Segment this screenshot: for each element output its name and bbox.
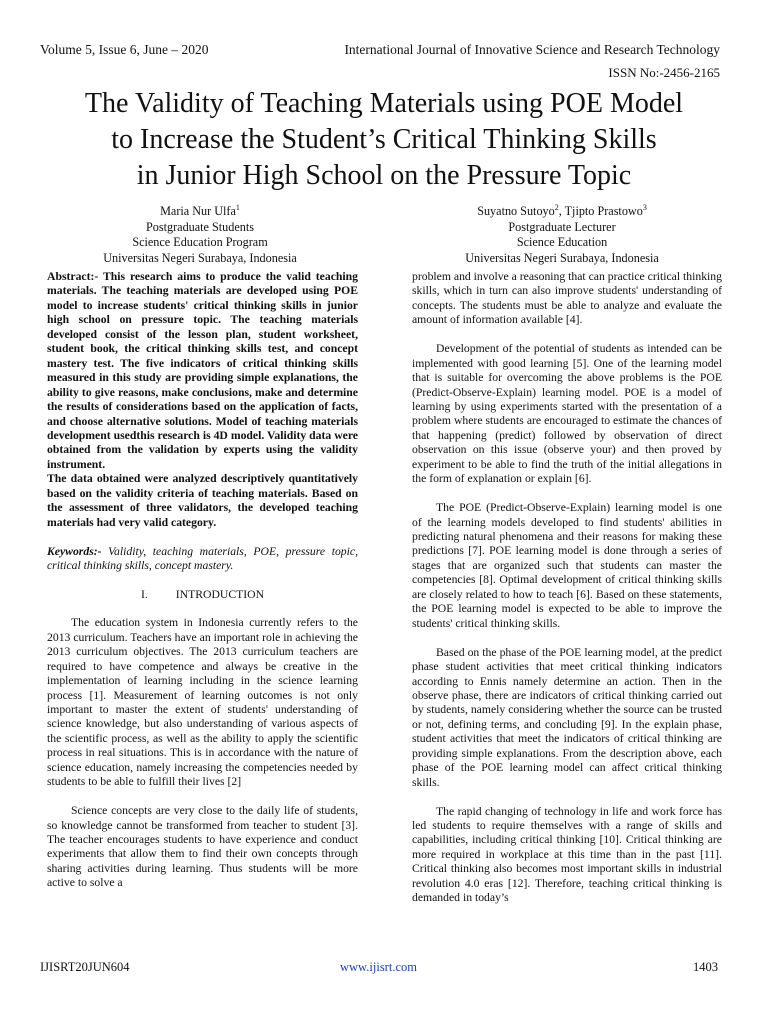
abstract: Abstract:- This research aims to produce the valid teaching materials. The teaching materials are developed using POE model to increase students' critical thinking skills in junior high school on pressure topic. The teaching materials developed consist of the lesson plan, student worksheet, student book, the critical thinking skills test, and concept mastery test. The five indicators of critical thinking skills measured in this study are providing simple explanations, the ability to give reasons, make conclusions, make and determine the results of considerations based on the application of facts, and choose alternative solutions. Model of teaching materials development usedthis research is 4D model. Validity data were obtained from the validation by experts using the validity instrument.: [47, 270, 358, 471]
paper-title: [30, 86, 738, 194]
issn: ISSN No:-2456-2165: [608, 65, 720, 80]
author-affiliation: Science Education: [516, 235, 608, 250]
author-affiliation: Postgraduate Students: [146, 219, 254, 234]
paragraph: Development of the potential of students as intended can be implemented with good learning [5]. One of the learning model that is suitable for overcoming the above problems is the POE (Predict-Observe-Explain) learning model. POE is a model of learning by using experiments started with the presentation of a problem where students are encouraged to estimate the chances of that happening (predict) followed by observation of direct observation on this issue (observe your) and then proved by experiment to be able to find the truth of the initial allegations in the form of explanation or explain [6].: [412, 342, 722, 486]
author-affiliation: Universitas Negeri Surabaya, Indonesia: [103, 250, 297, 265]
journal-name: International Journal of Innovative Science and Research Technology: [344, 42, 720, 57]
author-block-right: [412, 200, 712, 266]
author-affiliation: Postgraduate Lecturer: [508, 219, 616, 234]
volume-issue: Volume 5, Issue 6, June – 2020: [40, 42, 209, 57]
paragraph: problem and involve a reasoning that can practice critical thinking skills, which in turn can also improve students' understanding of concepts. The students must be able to analyze and evaluate the amount of information available [4].: [412, 270, 722, 327]
paragraph: The rapid changing of technology in life and work force has led students to require themselves with a range of skills and capabilities, including critical thinking [10]. Critical thinking are more required in workplace at this time than in the past [11]. Critical thinking also becomes most important skills in industrial revolution 4.0 eras [12]. Therefore, teaching critical thinking is demanded in today’s: [412, 804, 722, 905]
paper-code: IJISRT20JUN604: [40, 960, 130, 974]
paragraph: Based on the phase of the POE learning model, at the predict phase student activities that meet critical thinking indicators according to Ennis namely determine an action. Then in the observe phase, there are indicators of critical thinking carried out by students, namely considering whether the source can be trusted or not, defining terms, and concluding [9]. In the explain phase, student activities that meet the indicators of critical thinking are providing simple explanations. From the description above, each phase of the POE learning model can affect critical thinking skills.: [412, 645, 722, 789]
right-column: [412, 270, 722, 920]
author-affiliation: Science Education Program: [132, 235, 268, 250]
keywords: Keywords:- Validity, teaching materials, POE, pressure topic, critical thinking skills, concept mastery.: [47, 544, 358, 572]
paragraph: The education system in Indonesia currently refers to the 2013 curriculum. Teachers have an important role in achieving the 2013 curriculum objectives. The 2013 curriculum teachers are required to have competence and always be creative in the implementation of learning including in the science learning process [1]. Measurement of learning outcomes is not only important to master the extent of students' understanding of science knowledge, but also understanding of various aspects of the scientific process, as well as the ability to apply the scientific process in real situations. This is in accordance with the nature of science education, namely increasing the competencies needed by students to be able to fulfill their lives [2]: [47, 616, 358, 789]
title-line: to Increase the Student’s Critical Thinking Skills: [111, 124, 657, 155]
author-block-left: [50, 200, 350, 266]
abstract-continued: The data obtained were analyzed descriptively quantitatively based on the validity criteria of teaching materials. Based on the assessment of three validators, the developed teaching materials had very valid category.: [47, 472, 358, 529]
paragraph: The POE (Predict-Observe-Explain) learning model is one of the learning models developed to find students' abilities in predicting natural phenomena and their reasons for making these predictions [7]. POE learning model is done through a series of stages that are organized such that students can master the competencies [8]. Optimal development of critical thinking skills are closely related to how to teach [6]. Based on these statements, the POE learning model is expected to be able to improve the students' critical thinking skills.: [412, 501, 722, 630]
title-line: The Validity of Teaching Materials using POE Model: [84, 88, 684, 119]
left-column: [47, 270, 358, 905]
section-heading: I. INTRODUCTION: [140, 587, 265, 601]
page-number: 1403: [693, 960, 718, 974]
author-names: Suyatno Sutoyo$^2$, Tjipto Prastowo$^3$: [477, 203, 647, 219]
paragraph: Science concepts are very close to the daily life of students, so knowledge cannot be transformed from teacher to student [3]. The teacher encourages students to have experience and conduct experiments that allow them to find their own concepts through sharing activities during learning. Thus students will be more active to solve a: [47, 804, 358, 890]
title-line: in Junior High School on the Pressure Topic: [136, 160, 632, 191]
journal-url[interactable]: www.ijisrt.com: [340, 960, 417, 974]
author-affiliation: Universitas Negeri Surabaya, Indonesia: [465, 250, 659, 265]
author-name: Maria Nur Ulfa$^1$: [160, 203, 240, 219]
